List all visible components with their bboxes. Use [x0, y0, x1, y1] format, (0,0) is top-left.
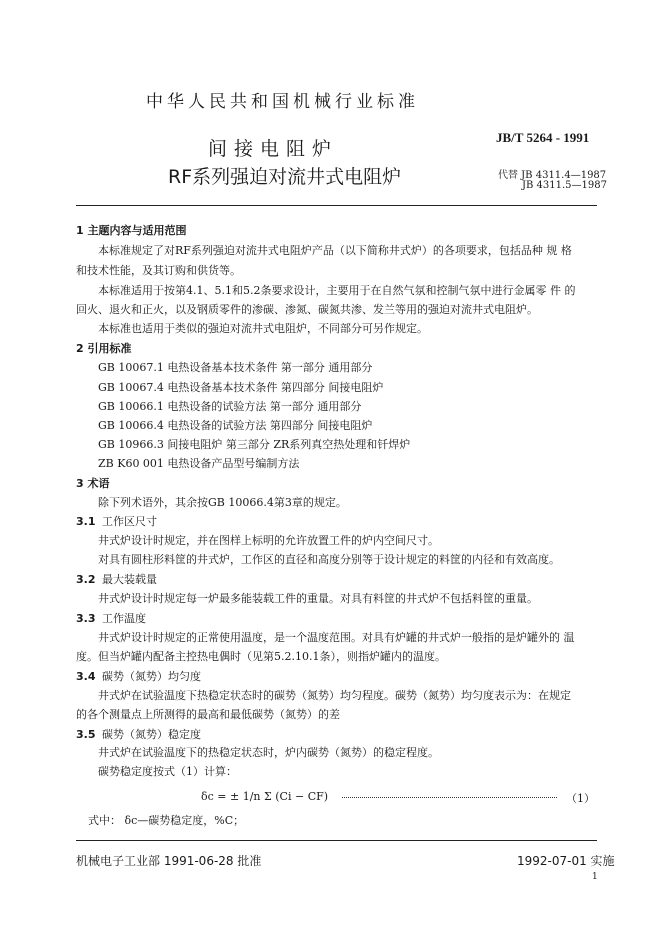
term-3-3-para1-line1: 井式炉设计时规定的正常使用温度，是一个温度范围。对具有炉罐的井式炉一般指的是炉罐外的 温 [98, 631, 575, 644]
term-title: 最大装载量 [102, 573, 157, 586]
reference-item: GB 10067.1 电热设备基本技术条件 第一部分 通用部分 [98, 361, 373, 374]
term-3-5-para2: 碳势稳定度按式（1）计算： [98, 765, 237, 778]
replaces-line-1: 代替 JB 4311.4—1987 [498, 170, 607, 181]
section-3-title: 3 术语 [76, 477, 110, 490]
standard-code: JB/T 5264 - 1991 [496, 130, 590, 145]
s1-para2-line1: 本标准适用于按第4.1、5.1和5.2条要求设计，主要用于在自然气氛和控制气氛中进行金属零 件 的 [98, 284, 576, 297]
section-2-title: 2 引用标准 [76, 342, 132, 355]
term-3-4-heading [76, 668, 201, 684]
formula-leader-dots [342, 796, 557, 798]
reference-item: GB 10966.3 间接电阻炉 第三部分 ZR系列真空热处理和钎焊炉 [98, 438, 411, 451]
term-3-1-para2: 对具有圆柱形料筐的井式炉，工作区的直径和高度分别等于设计规定的料筐的内径和有效高度。 [98, 553, 560, 566]
term-number: 3.4 [76, 670, 96, 683]
term-3-4-para1-line2: 的各个测量点上所测得的最高和最低碳势（氮势）的差 [76, 708, 340, 721]
term-3-5-para1: 井式炉在试验温度下的热稳定状态时，炉内碳势（氮势）的稳定程度。 [98, 746, 439, 759]
bottom-divider [76, 840, 597, 841]
section-1-title: 1 主题内容与适用范围 [76, 224, 187, 237]
term-3-1-heading [76, 513, 157, 529]
term-3-2-para1: 井式炉设计时规定每一炉最多能装载工件的重量。对具有料筐的井式炉不包括料筐的重量。 [98, 592, 538, 605]
term-3-5-heading [76, 726, 201, 742]
s1-para3: 本标准也适用于类似的强迫对流井式电阻炉，不同部分可另作规定。 [98, 322, 428, 335]
term-3-3-para1-line2: 度。但当炉罐内配备主控热电偶时（见第5.2.10.1条），则指炉罐内的温度。 [76, 650, 446, 663]
formula-number: （1） [566, 792, 595, 805]
term-3-1-para1: 井式炉设计时规定，并在图样上标明的允许放置工件的炉内空间尺寸。 [98, 534, 439, 547]
term-title: 工作区尺寸 [102, 515, 157, 528]
reference-item: GB 10066.4 电热设备的试验方法 第四部分 间接电阻炉 [98, 419, 373, 432]
s1-para1-line2: 和技术性能，及其订购和供货等。 [76, 264, 241, 277]
title-line-2: RF系列强迫对流井式电阻炉 [168, 166, 402, 188]
reference-item: GB 10067.4 电热设备基本技术条件 第四部分 间接电阻炉 [98, 381, 384, 394]
term-number: 3.3 [76, 612, 96, 625]
reference-item: ZB K60 001 电热设备产品型号编制方法 [98, 457, 300, 470]
approval-line: 机械电子工业部 1991-06-28 批准 [76, 854, 262, 868]
formula-where: 式中： δc—碳势稳定度，%C； [88, 814, 245, 827]
s3-intro: 除下列术语外，其余按GB 10066.4第3章的规定。 [98, 496, 347, 509]
term-title: 工作温度 [102, 612, 146, 625]
s1-para2-line2: 回火、退火和正火，以及钢质零件的渗碳、渗氮、碳氮共渗、发兰等用的强迫对流井式电阻炉。 [76, 303, 538, 316]
top-divider [76, 205, 597, 206]
term-3-3-heading [76, 610, 146, 626]
term-3-4-para1-line1: 井式炉在试验温度下热稳定状态时的碳势（氮势）均匀程度。碳势（氮势）均匀度表示为：在规定 [98, 689, 571, 702]
term-number: 3.5 [76, 728, 96, 741]
term-title: 碳势（氮势）均匀度 [102, 670, 201, 683]
reference-item: GB 10066.1 电热设备的试验方法 第一部分 通用部分 [98, 400, 362, 413]
replaces-line-2: JB 4311.5—1987 [522, 180, 607, 191]
implementation-line: 1992-07-01 实施 [517, 854, 615, 868]
term-number: 3.2 [76, 573, 96, 586]
industry-standard-heading: 中华人民共和国机械行业标准 [146, 92, 419, 112]
s1-para1-line1: 本标准规定了对RF系列强迫对流井式电阻炉产品（以下简称井式炉）的各项要求，包括品种 规 格 [98, 244, 572, 257]
page-number: 1 [592, 872, 598, 882]
carbon-potential-formula: δc = ± 1/n Σ (Ci − CF) [201, 790, 329, 803]
term-number: 3.1 [76, 515, 96, 528]
term-title: 碳势（氮势）稳定度 [102, 728, 201, 741]
term-3-2-heading [76, 571, 157, 587]
title-line-1: 间接电阻炉 [208, 138, 339, 160]
